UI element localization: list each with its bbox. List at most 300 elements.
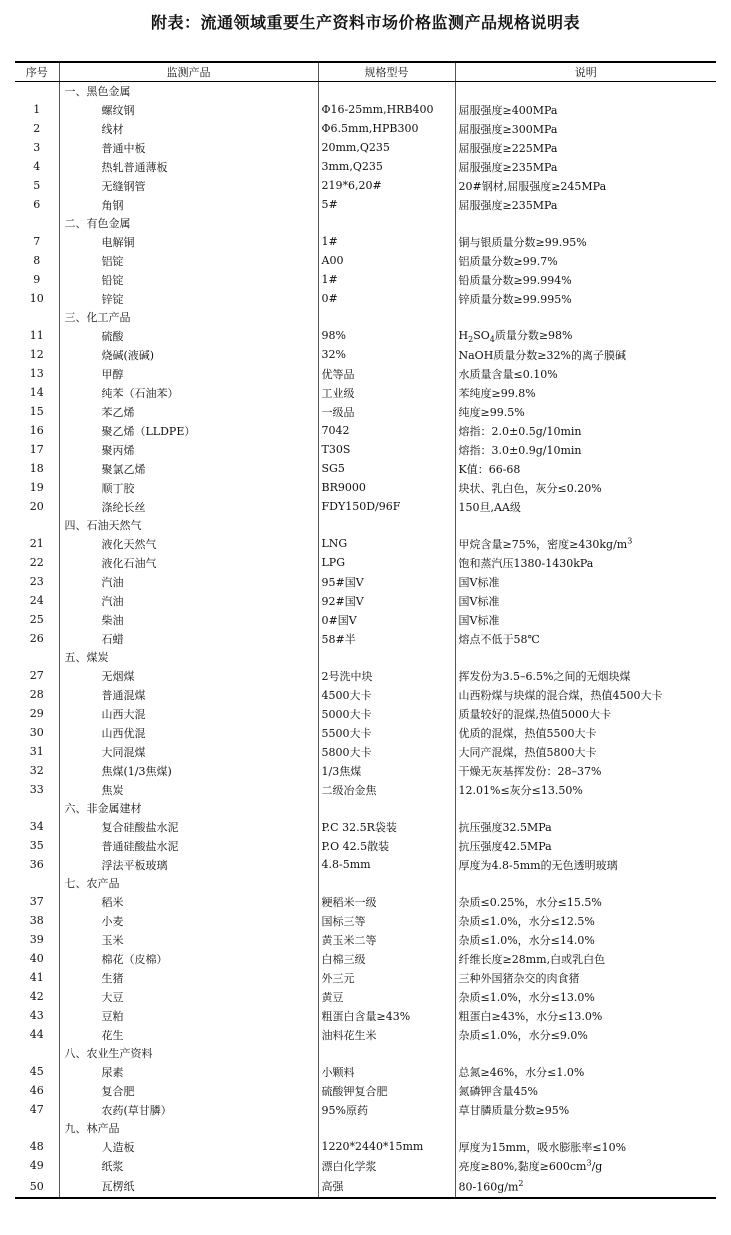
table-row [15,402,716,421]
table-row [15,949,716,968]
category-name: 三、化工产品 [59,308,318,326]
product-name: 棉花（皮棉） [59,949,318,968]
desc-part: 亮度≥80%,黏度≥600cm [458,1159,587,1173]
table-row [15,195,716,214]
spec-cell: 219*6,20# [318,176,455,195]
spec-table [15,61,716,1199]
spec-cell: SG5 [318,459,455,478]
desc-cell: 干燥无灰基挥发份：28–37% [455,761,716,780]
desc-cell [455,874,716,892]
product-name: 涤纶长丝 [59,497,318,516]
product-name: 角钢 [59,195,318,214]
spec-cell: 1220*2440*15mm [318,1137,455,1156]
desc-cell: 苯纯度≥99.8% [455,383,716,402]
product-name: 铅锭 [59,270,318,289]
product-name: 顺丁胶 [59,478,318,497]
desc-cell: 块状、乳白色，灰分≤0.20% [455,478,716,497]
table-row [15,176,716,195]
category-row [15,308,716,326]
table-row [15,459,716,478]
spec-cell: 0#国Ⅴ [318,610,455,629]
category-name: 六、非金属建材 [59,799,318,817]
header-spec: 规格型号 [318,62,455,82]
product-name: 铝锭 [59,251,318,270]
desc-part: 质量分数≥98% [494,328,573,342]
spec-cell [318,516,455,534]
spec-cell: 漂白化学浆 [318,1156,455,1175]
row-seq: 22 [29,556,44,569]
product-name: 苯乙烯 [59,402,318,421]
desc-cell [455,1156,716,1175]
spec-cell: 白棉三级 [318,949,455,968]
table-row [15,251,716,270]
table-row [15,383,716,402]
desc-cell: 纤维长度≥28mm,白或乳白色 [455,949,716,968]
header-seq: 序号 [15,62,59,82]
row-seq: 48 [29,1140,44,1153]
product-name: 尿素 [59,1062,318,1081]
row-seq [15,516,59,534]
product-name: 玉米 [59,930,318,949]
desc-cell: 铜与银质量分数≥99.95% [455,232,716,251]
desc-cell [455,648,716,666]
spec-cell: T30S [318,440,455,459]
row-seq: 19 [29,481,44,494]
desc-cell: 熔指：2.0±0.5g/10min [455,421,716,440]
desc-cell: 屈服强度≥225MPa [455,138,716,157]
row-seq [15,1119,59,1137]
desc-cell: 优质的混煤，热值5500大卡 [455,723,716,742]
table-row [15,761,716,780]
table-row [15,232,716,251]
table-row [15,742,716,761]
desc-cell [455,516,716,534]
desc-cell [455,799,716,817]
product-name: 纸浆 [59,1156,318,1175]
header-product: 监测产品 [59,62,318,82]
desc-cell: 草甘膦质量分数≥95% [455,1100,716,1119]
row-seq: 27 [29,669,44,682]
spec-cell [318,799,455,817]
product-name: 普通中板 [59,138,318,157]
product-name: 复合硅酸盐水泥 [59,817,318,836]
row-seq: 12 [29,348,44,361]
spec-cell: 5800大卡 [318,742,455,761]
spec-cell: FDY150D/96F [318,497,455,516]
desc-cell: 屈服强度≥235MPa [455,195,716,214]
product-name: 柴油 [59,610,318,629]
spec-cell: 95#国Ⅴ [318,572,455,591]
spec-cell: 20mm,Q235 [318,138,455,157]
spec-cell: LNG [318,534,455,553]
row-seq: 20 [29,500,44,513]
product-name: 液化天然气 [59,534,318,553]
table-row [15,440,716,459]
spec-cell: 7042 [318,421,455,440]
spec-cell: 高强 [318,1175,455,1198]
row-seq: 14 [29,386,44,399]
desc-cell: 杂质≤1.0%，水分≤12.5% [455,911,716,930]
spec-cell [318,82,455,101]
desc-cell: 150旦,AA级 [455,497,716,516]
spec-cell: 黄玉米二等 [318,930,455,949]
product-name: 大豆 [59,987,318,1006]
product-name: 普通混煤 [59,685,318,704]
desc-cell: 杂质≤1.0%，水分≤13.0% [455,987,716,1006]
spec-cell: 5000大卡 [318,704,455,723]
desc-cell: 杂质≤1.0%，水分≤9.0% [455,1025,716,1044]
desc-cell [455,214,716,232]
category-row [15,516,716,534]
spec-cell: 1# [318,270,455,289]
table-row [15,629,716,648]
table-row [15,1025,716,1044]
spec-cell: 4.8-5mm [318,855,455,874]
category-name: 七、农产品 [59,874,318,892]
category-row [15,82,716,101]
row-seq: 49 [29,1159,44,1172]
spec-cell: 5500大卡 [318,723,455,742]
spec-cell: 一级品 [318,402,455,421]
product-name: 人造板 [59,1137,318,1156]
product-name: 热轧普通薄板 [59,157,318,176]
spec-cell: P.O 42.5散装 [318,836,455,855]
spec-cell: 3mm,Q235 [318,157,455,176]
desc-cell: 抗压强度42.5MPa [455,836,716,855]
spec-cell: 58#半 [318,629,455,648]
product-name: 液化石油气 [59,553,318,572]
table-row [15,138,716,157]
desc-part: 2 [468,335,474,345]
desc-part: 4 [489,335,495,345]
desc-cell: 铝质量分数≥99.7% [455,251,716,270]
product-name: 复合肥 [59,1081,318,1100]
category-row [15,799,716,817]
table-row [15,478,716,497]
desc-cell: 杂质≤0.25%，水分≤15.5% [455,892,716,911]
desc-part: 甲烷含量≥75%，密度≥430kg/m [458,537,628,551]
row-seq: 28 [29,688,44,701]
row-seq: 24 [29,594,44,607]
product-name: 无缝钢管 [59,176,318,195]
desc-cell: 大同产混煤，热值5800大卡 [455,742,716,761]
row-seq [15,82,59,101]
desc-cell: 国Ⅴ标准 [455,610,716,629]
desc-cell [455,326,716,345]
desc-cell [455,1119,716,1137]
row-seq [15,799,59,817]
product-name: 汽油 [59,591,318,610]
row-seq: 33 [29,783,44,796]
product-name: 豆粕 [59,1006,318,1025]
spec-cell: A00 [318,251,455,270]
row-seq: 15 [29,405,44,418]
desc-part: 2 [518,1178,524,1188]
row-seq [15,874,59,892]
row-seq [15,308,59,326]
product-name: 小麦 [59,911,318,930]
row-seq: 29 [29,707,44,720]
desc-cell: 杂质≤1.0%，水分≤14.0% [455,930,716,949]
desc-cell [455,82,716,101]
row-seq: 30 [29,726,44,739]
spec-cell: Φ6.5mm,HPB300 [318,119,455,138]
spec-cell: 黄豆 [318,987,455,1006]
spec-cell: 小颗料 [318,1062,455,1081]
table-row [15,364,716,383]
table-row [15,421,716,440]
row-seq: 43 [29,1009,44,1022]
spec-cell [318,648,455,666]
table-row [15,1100,716,1119]
product-name: 螺纹钢 [59,100,318,119]
row-seq: 7 [33,235,41,248]
table-row [15,704,716,723]
table-row [15,685,716,704]
product-name: 瓦楞纸 [59,1175,318,1198]
table-row [15,1006,716,1025]
desc-cell: 氮磷钾含量45% [455,1081,716,1100]
spec-cell: 0# [318,289,455,308]
table-row [15,270,716,289]
product-name: 汽油 [59,572,318,591]
product-name: 生猪 [59,968,318,987]
category-row [15,648,716,666]
row-seq: 25 [29,613,44,626]
desc-cell: 锌质量分数≥99.995% [455,289,716,308]
desc-cell: 饱和蒸汽压1380-1430kPa [455,553,716,572]
row-seq: 34 [29,820,44,833]
product-name: 大同混煤 [59,742,318,761]
desc-part: SO [473,328,490,342]
desc-cell: 12.01%≤灰分≤13.50% [455,780,716,799]
spec-cell: 外三元 [318,968,455,987]
row-seq: 40 [29,952,44,965]
table-row [15,1175,716,1198]
desc-cell: 铅质量分数≥99.994% [455,270,716,289]
row-seq: 4 [33,160,41,173]
product-name: 烧碱(液碱) [59,345,318,364]
row-seq: 8 [33,254,41,267]
product-name: 农药(草甘膦） [59,1100,318,1119]
row-seq: 38 [29,914,44,927]
row-seq: 39 [29,933,44,946]
table-row [15,289,716,308]
desc-cell: 20#钢材,屈服强度≥245MPa [455,176,716,195]
desc-cell [455,1175,716,1198]
table-row [15,1062,716,1081]
category-name: 八、农业生产资料 [59,1044,318,1062]
row-seq: 1 [33,103,41,116]
spec-cell: 优等品 [318,364,455,383]
row-seq: 9 [33,273,41,286]
desc-cell [455,534,716,553]
desc-cell: 熔点不低于58℃ [455,629,716,648]
desc-cell: 屈服强度≥235MPa [455,157,716,176]
product-name: 焦煤(1/3焦煤) [59,761,318,780]
row-seq: 45 [29,1065,44,1078]
desc-cell: 纯度≥99.5% [455,402,716,421]
table-row [15,157,716,176]
table-row [15,892,716,911]
product-name: 硫酸 [59,326,318,345]
row-seq: 2 [33,122,41,135]
desc-cell: 粗蛋白≥43%，水分≤13.0% [455,1006,716,1025]
spec-cell: 粳稻米一级 [318,892,455,911]
row-seq: 37 [29,895,44,908]
table-row [15,1081,716,1100]
table-row [15,572,716,591]
category-name: 四、石油天然气 [59,516,318,534]
desc-part: H [458,328,469,342]
row-seq: 35 [29,839,44,852]
category-row [15,1119,716,1137]
spec-cell: 硫酸钾复合肥 [318,1081,455,1100]
category-name: 一、黑色金属 [59,82,318,101]
row-seq: 23 [29,575,44,588]
desc-cell: 国Ⅴ标准 [455,572,716,591]
spec-cell: 油料花生米 [318,1025,455,1044]
row-seq: 44 [29,1028,44,1041]
table-row [15,1137,716,1156]
desc-part: /g [591,1159,603,1173]
row-seq: 5 [33,179,41,192]
product-name: 聚丙烯 [59,440,318,459]
header-desc: 说明 [455,62,716,82]
table-row [15,723,716,742]
spec-cell: P.C 32.5R袋装 [318,817,455,836]
spec-cell [318,308,455,326]
product-name: 稻米 [59,892,318,911]
spec-cell: LPG [318,553,455,572]
desc-cell: 三种外国猪杂交的肉食猪 [455,968,716,987]
table-row [15,534,716,553]
desc-cell: 国Ⅴ标准 [455,591,716,610]
desc-cell: 屈服强度≥300MPa [455,119,716,138]
product-name: 焦炭 [59,780,318,799]
row-seq: 50 [15,1175,59,1198]
product-name: 山西优混 [59,723,318,742]
row-seq: 47 [29,1103,44,1116]
table-row [15,836,716,855]
table-row [15,911,716,930]
product-name: 花生 [59,1025,318,1044]
category-name: 九、林产品 [59,1119,318,1137]
product-name: 浮法平板玻璃 [59,855,318,874]
spec-cell: 二级冶金焦 [318,780,455,799]
spec-cell: 98% [318,326,455,345]
row-seq: 26 [29,632,44,645]
row-seq: 10 [29,292,44,305]
table-body [15,82,716,1199]
row-seq: 42 [29,990,44,1003]
spec-cell: 工业级 [318,383,455,402]
spec-cell: 4500大卡 [318,685,455,704]
spec-cell: 1/3焦煤 [318,761,455,780]
row-seq: 18 [29,462,44,475]
product-name: 锌锭 [59,289,318,308]
category-row [15,214,716,232]
spec-cell: 1# [318,232,455,251]
desc-cell: 山西粉煤与块煤的混合煤，热值4500大卡 [455,685,716,704]
desc-cell: NaOH质量分数≥32%的离子膜碱 [455,345,716,364]
row-seq [15,648,59,666]
spec-cell: 国标三等 [318,911,455,930]
product-name: 聚氯乙烯 [59,459,318,478]
spec-cell [318,1044,455,1062]
desc-cell: K值：66-68 [455,459,716,478]
table-row [15,780,716,799]
spec-cell: 92#国Ⅴ [318,591,455,610]
table-row [15,610,716,629]
table-row [15,591,716,610]
product-name: 线材 [59,119,318,138]
table-row [15,817,716,836]
row-seq: 36 [29,858,44,871]
row-seq: 17 [29,443,44,456]
table-row [15,987,716,1006]
spec-cell: 95%原药 [318,1100,455,1119]
table-row [15,345,716,364]
desc-cell: 熔指：3.0±0.9g/10min [455,440,716,459]
table-row [15,666,716,685]
product-name: 纯苯（石油苯） [59,383,318,402]
spec-cell [318,1119,455,1137]
product-name: 聚乙烯（LLDPE） [59,421,318,440]
desc-part: 3 [627,535,633,545]
spec-cell: 5# [318,195,455,214]
row-seq [15,214,59,232]
spec-cell [318,214,455,232]
row-seq: 13 [29,367,44,380]
row-seq: 31 [29,745,44,758]
desc-cell: 抗压强度32.5MPa [455,817,716,836]
table-row [15,553,716,572]
page-title: 附表：流通领域重要生产资料市场价格监测产品规格说明表 [150,13,580,32]
spec-cell: 32% [318,345,455,364]
row-seq: 21 [29,537,44,550]
desc-cell: 总氮≥46%，水分≤1.0% [455,1062,716,1081]
product-name: 石蜡 [59,629,318,648]
row-seq: 11 [29,329,44,342]
table-row [15,100,716,119]
row-seq: 16 [29,424,44,437]
spec-cell: BR9000 [318,478,455,497]
table-row [15,968,716,987]
desc-cell: 挥发份为3.5–6.5%之间的无烟块煤 [455,666,716,685]
category-name: 二、有色金属 [59,214,318,232]
desc-cell: 厚度为15mm，吸水膨胀率≤10% [455,1137,716,1156]
category-row [15,1044,716,1062]
table-row [15,1156,716,1175]
spec-cell: 粗蛋白含量≥43% [318,1006,455,1025]
desc-part: 80-160g/m [458,1180,519,1194]
row-seq: 3 [33,141,41,154]
product-name: 无烟煤 [59,666,318,685]
desc-cell: 水质量含量≤0.10% [455,364,716,383]
table-row [15,930,716,949]
desc-cell: 质量较好的混煤,热值5000大卡 [455,704,716,723]
table-row [15,119,716,138]
product-name: 山西大混 [59,704,318,723]
product-name: 电解铜 [59,232,318,251]
row-seq: 41 [29,971,44,984]
desc-part: 3 [586,1157,592,1167]
desc-cell [455,308,716,326]
row-seq: 32 [29,764,44,777]
desc-cell: 屈服强度≥400MPa [455,100,716,119]
row-seq [15,1044,59,1062]
